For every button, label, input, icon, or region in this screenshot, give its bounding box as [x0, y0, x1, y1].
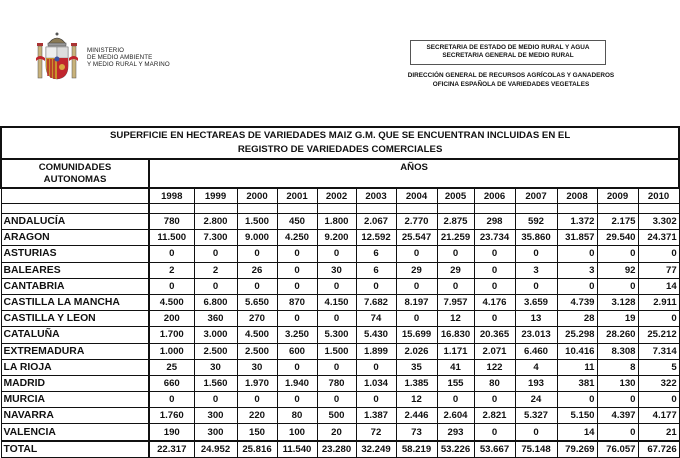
- table-row: [1, 424, 679, 441]
- area-value: 0: [557, 278, 597, 294]
- area-value: 1.500: [317, 343, 356, 359]
- area-value: 870: [277, 294, 317, 310]
- area-value: 14: [557, 424, 597, 441]
- area-value: 7.682: [356, 294, 396, 310]
- area-value: 4.500: [237, 327, 277, 343]
- area-value: 28.260: [597, 327, 638, 343]
- area-value: 5: [638, 359, 679, 375]
- area-value: 72: [356, 424, 396, 441]
- regions-header-line: COMUNIDADES: [38, 161, 112, 173]
- total-row: [1, 441, 679, 458]
- area-value: 0: [557, 392, 597, 408]
- table-row: [1, 278, 679, 294]
- area-value: 0: [474, 424, 515, 441]
- area-value: 0: [317, 392, 356, 408]
- area-value: 2: [194, 262, 237, 278]
- empty-cell: [638, 204, 679, 214]
- area-value: 53.667: [474, 441, 515, 458]
- area-value: 780: [317, 375, 356, 391]
- secretariat-line: SECRETARIA GENERAL DE MEDIO RURAL: [442, 52, 574, 59]
- area-value: 41: [437, 359, 474, 375]
- area-value: 1.800: [317, 214, 356, 230]
- area-value: 11.500: [149, 230, 194, 246]
- area-value: 2: [149, 262, 194, 278]
- area-value: 5.300: [317, 327, 356, 343]
- area-value: 1.372: [557, 214, 597, 230]
- area-value: 29: [396, 262, 437, 278]
- empty-cell: [474, 204, 515, 214]
- area-value: 25: [149, 359, 194, 375]
- area-value: 0: [317, 278, 356, 294]
- area-value: 8.197: [396, 294, 437, 310]
- area-value: 300: [194, 408, 237, 424]
- area-value: 26: [237, 262, 277, 278]
- area-value: 73: [396, 424, 437, 441]
- secretariat-box: [410, 40, 606, 65]
- empty-cell: [1, 204, 149, 214]
- area-value: 23.734: [474, 230, 515, 246]
- area-value: 0: [237, 246, 277, 262]
- area-value: 0: [194, 392, 237, 408]
- area-value: 0: [149, 392, 194, 408]
- area-value: 322: [638, 375, 679, 391]
- area-value: 2.875: [437, 214, 474, 230]
- empty-cell: [356, 204, 396, 214]
- area-value: 29.540: [597, 230, 638, 246]
- empty-cell: [277, 204, 317, 214]
- area-value: 4.397: [597, 408, 638, 424]
- area-value: 500: [317, 408, 356, 424]
- area-value: 0: [277, 392, 317, 408]
- years-group-header: AÑOS: [149, 159, 679, 188]
- directorate-line: DIRECCIÓN GENERAL DE RECURSOS AGRÍCOLAS Y GANADEROS: [407, 72, 615, 79]
- area-value: 2.026: [396, 343, 437, 359]
- area-value: 23.280: [317, 441, 356, 458]
- area-value: 11.540: [277, 441, 317, 458]
- area-value: 3.000: [194, 327, 237, 343]
- area-value: 190: [149, 424, 194, 441]
- area-value: 32.249: [356, 441, 396, 458]
- table-row: [1, 230, 679, 246]
- gm-maize-area-table: [0, 126, 680, 458]
- area-value: 0: [597, 278, 638, 294]
- region-name: EXTREMADURA: [1, 343, 149, 359]
- area-value: 0: [597, 392, 638, 408]
- empty-cell: [194, 204, 237, 214]
- area-value: 1.387: [356, 408, 396, 424]
- area-value: 3.250: [277, 327, 317, 343]
- region-name: VALENCIA: [1, 424, 149, 441]
- ministry-line: Y MEDIO RURAL Y MARINO: [87, 61, 170, 69]
- empty-cell: [597, 204, 638, 214]
- area-value: 193: [515, 375, 557, 391]
- area-value: 6.800: [194, 294, 237, 310]
- region-name: NAVARRA: [1, 408, 149, 424]
- area-value: 0: [277, 278, 317, 294]
- area-value: 0: [557, 246, 597, 262]
- area-value: 600: [277, 343, 317, 359]
- table-title-line: SUPERFICIE EN HECTAREAS DE VARIEDADES MAIZ G.M. QUE SE ENCUENTRAN INCLUIDAS EN EL: [110, 130, 571, 141]
- year-header: 2008: [557, 188, 597, 204]
- area-value: 30: [237, 359, 277, 375]
- area-value: 0: [194, 246, 237, 262]
- area-value: 6.460: [515, 343, 557, 359]
- area-value: 0: [237, 392, 277, 408]
- years-header-row: [1, 188, 679, 204]
- area-value: 0: [437, 392, 474, 408]
- region-name: MADRID: [1, 375, 149, 391]
- area-value: 4.176: [474, 294, 515, 310]
- directorate-line: OFICINA ESPAÑOLA DE VARIEDADES VEGETALES: [432, 81, 590, 88]
- area-value: 0: [597, 246, 638, 262]
- area-value: 0: [149, 278, 194, 294]
- area-value: 592: [515, 214, 557, 230]
- area-value: 0: [437, 278, 474, 294]
- directorate-block: [395, 71, 627, 89]
- area-value: 381: [557, 375, 597, 391]
- area-value: 21: [638, 424, 679, 441]
- area-value: 9.000: [237, 230, 277, 246]
- area-value: 25.212: [638, 327, 679, 343]
- table-row: [1, 311, 679, 327]
- area-value: 122: [474, 359, 515, 375]
- area-value: 12: [396, 392, 437, 408]
- area-value: 0: [396, 311, 437, 327]
- area-value: 30: [317, 262, 356, 278]
- table-row: [1, 343, 679, 359]
- region-name: MURCIA: [1, 392, 149, 408]
- area-value: 12: [437, 311, 474, 327]
- area-value: 23.013: [515, 327, 557, 343]
- area-value: 22.317: [149, 441, 194, 458]
- area-value: 0: [356, 278, 396, 294]
- area-value: 5.327: [515, 408, 557, 424]
- year-header: 2004: [396, 188, 437, 204]
- table-row: [1, 294, 679, 310]
- area-value: 450: [277, 214, 317, 230]
- area-value: 92: [597, 262, 638, 278]
- table-row: [1, 262, 679, 278]
- region-name: ARAGON: [1, 230, 149, 246]
- area-value: 3: [557, 262, 597, 278]
- spacer-row: [1, 204, 679, 214]
- area-value: 2.821: [474, 408, 515, 424]
- area-value: 5.430: [356, 327, 396, 343]
- area-value: 2.175: [597, 214, 638, 230]
- area-value: 75.148: [515, 441, 557, 458]
- region-name: TOTAL: [1, 441, 149, 458]
- area-value: 28: [557, 311, 597, 327]
- area-value: 25.816: [237, 441, 277, 458]
- area-value: 3.128: [597, 294, 638, 310]
- area-value: 24.952: [194, 441, 237, 458]
- year-header: 2009: [597, 188, 638, 204]
- area-value: 58.219: [396, 441, 437, 458]
- empty-cell: [1, 188, 149, 204]
- year-header: 2010: [638, 188, 679, 204]
- ministry-name: [87, 47, 170, 69]
- area-value: 24.371: [638, 230, 679, 246]
- area-value: 0: [317, 359, 356, 375]
- area-value: 25.298: [557, 327, 597, 343]
- region-name: LA RIOJA: [1, 359, 149, 375]
- year-header: 2001: [277, 188, 317, 204]
- year-header: 1998: [149, 188, 194, 204]
- area-value: 298: [474, 214, 515, 230]
- area-value: 12.592: [356, 230, 396, 246]
- area-value: 6: [356, 262, 396, 278]
- area-value: 100: [277, 424, 317, 441]
- area-value: 300: [194, 424, 237, 441]
- area-value: 0: [237, 278, 277, 294]
- empty-cell: [237, 204, 277, 214]
- area-value: 0: [474, 392, 515, 408]
- area-value: 53.226: [437, 441, 474, 458]
- year-header: 2007: [515, 188, 557, 204]
- area-value: 0: [474, 311, 515, 327]
- area-value: 360: [194, 311, 237, 327]
- area-value: 13: [515, 311, 557, 327]
- area-value: 76.057: [597, 441, 638, 458]
- area-value: 6: [356, 246, 396, 262]
- area-value: 2.500: [194, 343, 237, 359]
- area-value: 9.200: [317, 230, 356, 246]
- area-value: 2.071: [474, 343, 515, 359]
- area-value: 5.150: [557, 408, 597, 424]
- area-value: 0: [194, 278, 237, 294]
- area-value: 2.446: [396, 408, 437, 424]
- area-value: 1.560: [194, 375, 237, 391]
- region-name: CANTABRIA: [1, 278, 149, 294]
- area-value: 21.259: [437, 230, 474, 246]
- area-value: 2.911: [638, 294, 679, 310]
- table-row: [1, 392, 679, 408]
- area-value: 10.416: [557, 343, 597, 359]
- ministry-line: MINISTERIO: [87, 47, 125, 54]
- table-title-line: REGISTRO DE VARIEDADES COMERCIALES: [237, 144, 443, 155]
- area-value: 0: [356, 392, 396, 408]
- area-value: 200: [149, 311, 194, 327]
- table-row: [1, 375, 679, 391]
- area-value: 7.314: [638, 343, 679, 359]
- area-value: 780: [149, 214, 194, 230]
- area-value: 0: [396, 246, 437, 262]
- area-value: 0: [277, 311, 317, 327]
- empty-cell: [149, 204, 194, 214]
- empty-cell: [515, 204, 557, 214]
- area-value: 7.957: [437, 294, 474, 310]
- area-value: 2.500: [237, 343, 277, 359]
- area-value: 1.171: [437, 343, 474, 359]
- area-value: 8: [597, 359, 638, 375]
- area-value: 67.726: [638, 441, 679, 458]
- area-value: 74: [356, 311, 396, 327]
- year-header: 1999: [194, 188, 237, 204]
- area-value: 4.150: [317, 294, 356, 310]
- table-row: [1, 246, 679, 262]
- empty-cell: [437, 204, 474, 214]
- area-value: 29: [437, 262, 474, 278]
- area-value: 1.760: [149, 408, 194, 424]
- area-value: 0: [317, 311, 356, 327]
- area-value: 31.857: [557, 230, 597, 246]
- area-value: 0: [474, 262, 515, 278]
- area-value: 660: [149, 375, 194, 391]
- regions-header-line: AUTONOMAS: [43, 173, 107, 185]
- area-value: 7.300: [194, 230, 237, 246]
- area-value: 2.604: [437, 408, 474, 424]
- year-header: 2005: [437, 188, 474, 204]
- area-value: 3: [515, 262, 557, 278]
- area-value: 1.899: [356, 343, 396, 359]
- area-value: 35.860: [515, 230, 557, 246]
- area-value: 19: [597, 311, 638, 327]
- area-value: 16.830: [437, 327, 474, 343]
- area-value: 155: [437, 375, 474, 391]
- area-value: 220: [237, 408, 277, 424]
- area-value: 0: [638, 311, 679, 327]
- area-value: 4: [515, 359, 557, 375]
- area-value: 0: [396, 278, 437, 294]
- area-value: 4.250: [277, 230, 317, 246]
- area-value: 15.699: [396, 327, 437, 343]
- area-value: 2.067: [356, 214, 396, 230]
- area-value: 2.800: [194, 214, 237, 230]
- area-value: 2.770: [396, 214, 437, 230]
- area-value: 4.500: [149, 294, 194, 310]
- area-value: 1.940: [277, 375, 317, 391]
- empty-cell: [317, 204, 356, 214]
- area-value: 1.034: [356, 375, 396, 391]
- table-title: [1, 127, 679, 159]
- area-value: 30: [194, 359, 237, 375]
- area-value: 0: [638, 392, 679, 408]
- region-name: ANDALUCÍA: [1, 214, 149, 230]
- year-header: 2003: [356, 188, 396, 204]
- area-value: 11: [557, 359, 597, 375]
- empty-cell: [557, 204, 597, 214]
- area-value: 1.700: [149, 327, 194, 343]
- area-value: 24: [515, 392, 557, 408]
- spain-coat-of-arms-icon: [36, 30, 78, 82]
- area-value: 3.659: [515, 294, 557, 310]
- area-value: 80: [474, 375, 515, 391]
- table-row: [1, 214, 679, 230]
- region-name: ASTURIAS: [1, 246, 149, 262]
- region-name: BALEARES: [1, 262, 149, 278]
- area-value: 77: [638, 262, 679, 278]
- area-value: 0: [356, 359, 396, 375]
- area-value: 14: [638, 278, 679, 294]
- area-value: 80: [277, 408, 317, 424]
- area-value: 20: [317, 424, 356, 441]
- region-name: CASTILLA Y LEON: [1, 311, 149, 327]
- year-header: 2002: [317, 188, 356, 204]
- table-row: [1, 359, 679, 375]
- area-value: 0: [277, 262, 317, 278]
- area-value: 0: [474, 278, 515, 294]
- area-value: 0: [515, 246, 557, 262]
- regions-column-header: [1, 159, 149, 188]
- area-value: 4.739: [557, 294, 597, 310]
- area-value: 0: [515, 424, 557, 441]
- year-header: 2006: [474, 188, 515, 204]
- region-name: CATALUÑA: [1, 327, 149, 343]
- area-value: 35: [396, 359, 437, 375]
- area-value: 0: [597, 424, 638, 441]
- area-value: 8.308: [597, 343, 638, 359]
- area-value: 0: [277, 359, 317, 375]
- area-value: 1.000: [149, 343, 194, 359]
- area-value: 3.302: [638, 214, 679, 230]
- table-row: [1, 327, 679, 343]
- area-value: 130: [597, 375, 638, 391]
- year-header: 2000: [237, 188, 277, 204]
- area-value: 270: [237, 311, 277, 327]
- area-value: 79.269: [557, 441, 597, 458]
- area-value: 0: [437, 246, 474, 262]
- area-value: 25.547: [396, 230, 437, 246]
- empty-cell: [396, 204, 437, 214]
- area-value: 0: [277, 246, 317, 262]
- area-value: 0: [149, 246, 194, 262]
- area-value: 0: [638, 246, 679, 262]
- area-value: 4.177: [638, 408, 679, 424]
- region-name: CASTILLA LA MANCHA: [1, 294, 149, 310]
- area-value: 0: [474, 246, 515, 262]
- table-row: [1, 408, 679, 424]
- area-value: 0: [317, 246, 356, 262]
- area-value: 1.970: [237, 375, 277, 391]
- area-value: 20.365: [474, 327, 515, 343]
- secretariat-line: SECRETARIA DE ESTADO DE MEDIO RURAL Y AGUA: [426, 44, 590, 51]
- area-value: 293: [437, 424, 474, 441]
- area-value: 5.650: [237, 294, 277, 310]
- ministry-line: DE MEDIO AMBIENTE: [87, 54, 153, 62]
- area-value: 1.385: [396, 375, 437, 391]
- area-value: 150: [237, 424, 277, 441]
- area-value: 1.500: [237, 214, 277, 230]
- area-value: 0: [515, 278, 557, 294]
